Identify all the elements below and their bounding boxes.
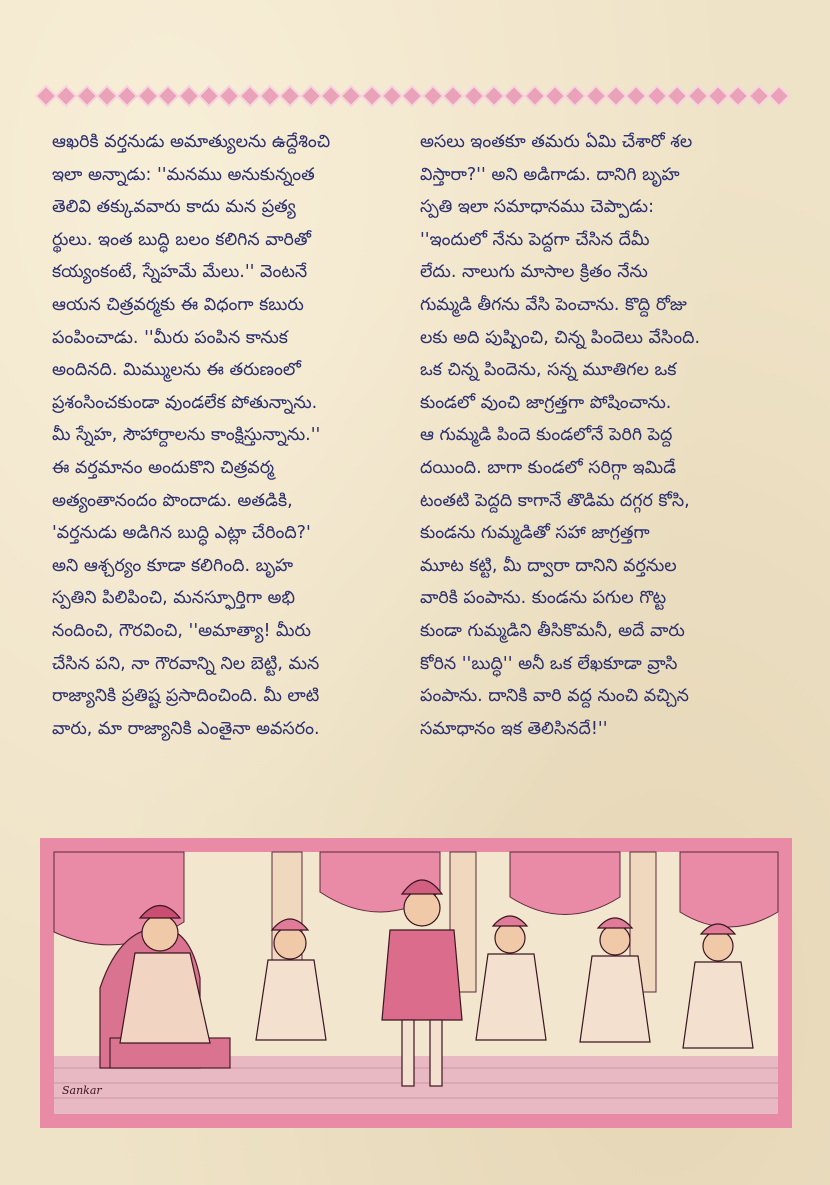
right-text-column — [420, 126, 790, 745]
decorative-border — [40, 84, 785, 108]
text-line: స్పతిని పిలిపించి, మనస్ఫూర్తిగా అభి — [52, 588, 296, 609]
text-line: తెలివి తక్కువవారు కాదు మన ప్రత్య — [52, 197, 296, 218]
court-scene-illustration — [40, 838, 792, 1128]
text-line: విస్తారా?'' అని అడిగాడు. దానిగి బృహ — [420, 164, 680, 185]
text-line: అసలు ఇంతకూ తమరు ఏమి చేశారో శల — [420, 132, 693, 152]
text-line: వారికి పంపాను. కుండను పగుల గొట్ట — [420, 588, 667, 609]
text-line: ఈ వర్తమానం అందుకొని చిత్రవర్మ — [52, 457, 275, 478]
text-line: ర్థులు. ఇంత బుద్ధి బలం కలిగిన వారితో — [52, 229, 312, 250]
text-line: ఒక చిన్న పిందెను, సన్న మూతిగల ఒక — [420, 360, 677, 381]
text-line: ఇలా అన్నాడు: ''మనము అనుకున్నంత — [52, 164, 315, 185]
text-line: రాజ్యానికి ప్రతిష్ట ప్రసాదించింది. మీ లాటి — [52, 686, 320, 707]
text-line: చేసిన పని, నా గౌరవాన్ని నిల బెట్టి, మన — [52, 653, 320, 674]
text-line: ఆయన చిత్రవర్మకు ఈ విధంగా కబురు — [52, 294, 304, 315]
text-line: వారు, మా రాజ్యానికి ఎంతైనా అవసరం. — [52, 718, 320, 739]
text-line: ప్రశంసించకుండా వుండలేక పోతున్నాను. — [52, 392, 318, 413]
text-line: నందించి, గౌరవించి, ''అమాత్యా! మీరు — [52, 620, 311, 641]
text-line: లకు అది పుష్పించి, చిన్న పిందెలు వేసింది. — [420, 327, 701, 348]
text-line: 'వర్తనుడు అడిగిన బుద్ధి ఎట్లా చేరింది?' — [52, 523, 311, 544]
text-line: దయింది. బాగా కుండలో సరిగ్గా ఇమిడే — [420, 457, 677, 478]
text-line: కోరిన ''బుద్ధి'' అనీ ఒక లేఖకూడా వ్రాసి — [420, 653, 678, 674]
text-line: పంపాను. దానికి వారి వద్ద నుంచి వచ్చిన — [420, 686, 689, 707]
text-line: మూట కట్టి, మీ ద్వారా దానిని వర్తనుల — [420, 555, 677, 576]
left-text-column — [52, 126, 424, 745]
text-line: లేదు. నాలుగు మాసాల క్రితం నేను — [420, 262, 648, 283]
text-line: స్పతి ఇలా సమాధానము చెప్పాడు: — [420, 197, 655, 218]
text-line: అని ఆశ్చర్యం కూడా కలిగింది. బృహ — [52, 555, 294, 576]
text-line: ఆఖరికి వర్తనుడు అమాత్యులను ఉద్దేశించి — [52, 132, 331, 152]
text-line: మీ స్నేహ, సౌహార్దాలను కాంక్షిస్తున్నాను.'' — [52, 425, 321, 446]
text-line: ''ఇందులో నేను పెద్దగా చేసిన దేమీ — [420, 229, 650, 250]
text-line: ఆ గుమ్మడి పిందె కుండలోనే పెరిగి పెద్ద — [420, 425, 673, 446]
text-line: గుమ్మడి తీగను వేసి పెంచాను. కొద్ది రోజు — [420, 294, 687, 315]
text-line: అందినది. మిమ్ములను ఈ తరుణంలో — [52, 360, 301, 381]
artist-signature: Sankar — [62, 1084, 102, 1097]
text-line: టంతటి పెద్దది కాగానే తొడిమ దగ్గర కోసి, — [420, 490, 690, 511]
text-line: కయ్యంకంటే, స్నేహమే మేలు.'' వెంటనే — [52, 262, 308, 283]
illustration-drawing — [40, 838, 792, 1128]
text-line: అత్యంతానందం పొందాడు. అతడికి, — [52, 490, 293, 511]
text-line: పంపించాడు. ''మీరు పంపిన కానుక — [52, 327, 288, 348]
text-line: కుండను గుమ్మడితో సహా జాగ్రత్తగా — [420, 523, 650, 544]
text-line: సమాధానం ఇక తెలిసినదే!'' — [420, 718, 608, 739]
text-line: కుండా గుమ్మడిని తీసికొమనీ, అదే వారు — [420, 620, 685, 641]
text-line: కుండలో వుంచి జాగ్రత్తగా పోషించాను. — [420, 392, 672, 413]
